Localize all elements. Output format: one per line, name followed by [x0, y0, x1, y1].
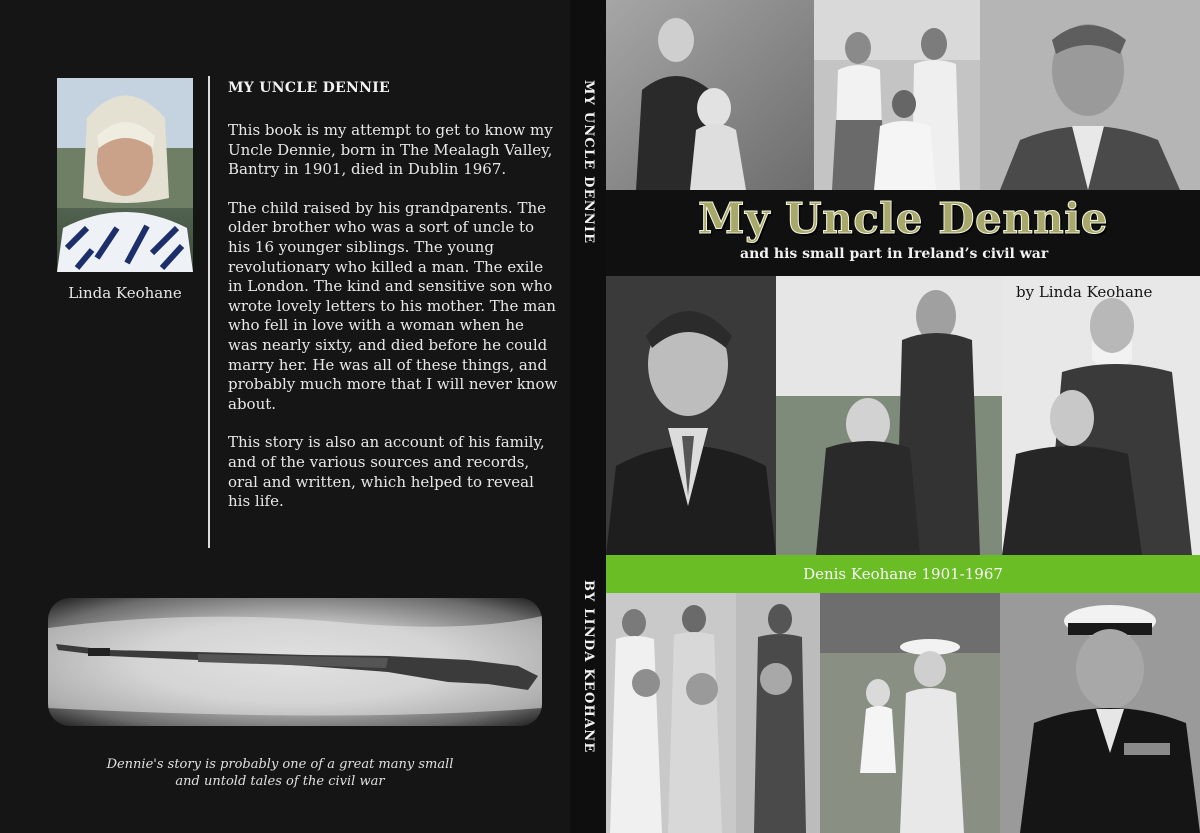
rifle-photo [48, 598, 542, 726]
author-byline: by Linda Keohane [1016, 283, 1153, 301]
photo-bride-and-bridesmaid [606, 593, 736, 833]
photo-man-with-children [820, 593, 1000, 833]
author-caption: Linda Keohane [68, 284, 182, 302]
tagline-line: and untold tales of the civil war [175, 774, 385, 789]
spine-author: BY LINDA KEOHANE [581, 580, 596, 754]
photo-grandmother-child [606, 0, 814, 190]
blurb-paragraph: The child raised by his grandparents. The older brother who was a sort of uncle to his 16 younger siblings. The young revolutionary who killed a man. The exile in London. The kind and sensitive son who wrote lovely letters to his mother. The man who fell in love with a woman when he was nearly sixty, and died before he could marry her. He was all of these things, and probably much more that I will never know about. [228, 198, 558, 413]
photo-elderly-couple [1002, 276, 1200, 555]
back-tagline [60, 756, 500, 790]
blurb-paragraph: This story is also an account of his family, and of the various sources and records, oral and written, which helped to reveal his life. [228, 433, 545, 511]
divider-line [208, 76, 210, 548]
spine-title: MY UNCLE DENNIE [581, 80, 596, 245]
photo-young-man-portrait [606, 276, 776, 555]
blurb-title: MY UNCLE DENNIE [228, 80, 391, 96]
photo-three-girls [814, 0, 980, 190]
book-subtitle: and his small part in Ireland’s civil war [740, 246, 1049, 262]
tagline-line: Dennie's story is probably one of a great many small [106, 757, 454, 772]
photo-naval-officer [1000, 593, 1200, 833]
author-photo [57, 78, 193, 272]
blurb-text [228, 121, 558, 531]
name-band-text: Denis Keohane 1901-1967 [803, 565, 1003, 583]
photo-man-and-seated-woman [776, 276, 1002, 555]
photo-bridesmaid [736, 593, 820, 833]
photo-young-man [980, 0, 1200, 190]
blurb-paragraph: This book is my attempt to get to know my Uncle Dennie, born in The Mealagh Valley, Bantry in 1901, died in Dublin 1967. [228, 121, 553, 179]
book-title: My Uncle Dennie [698, 194, 1108, 243]
